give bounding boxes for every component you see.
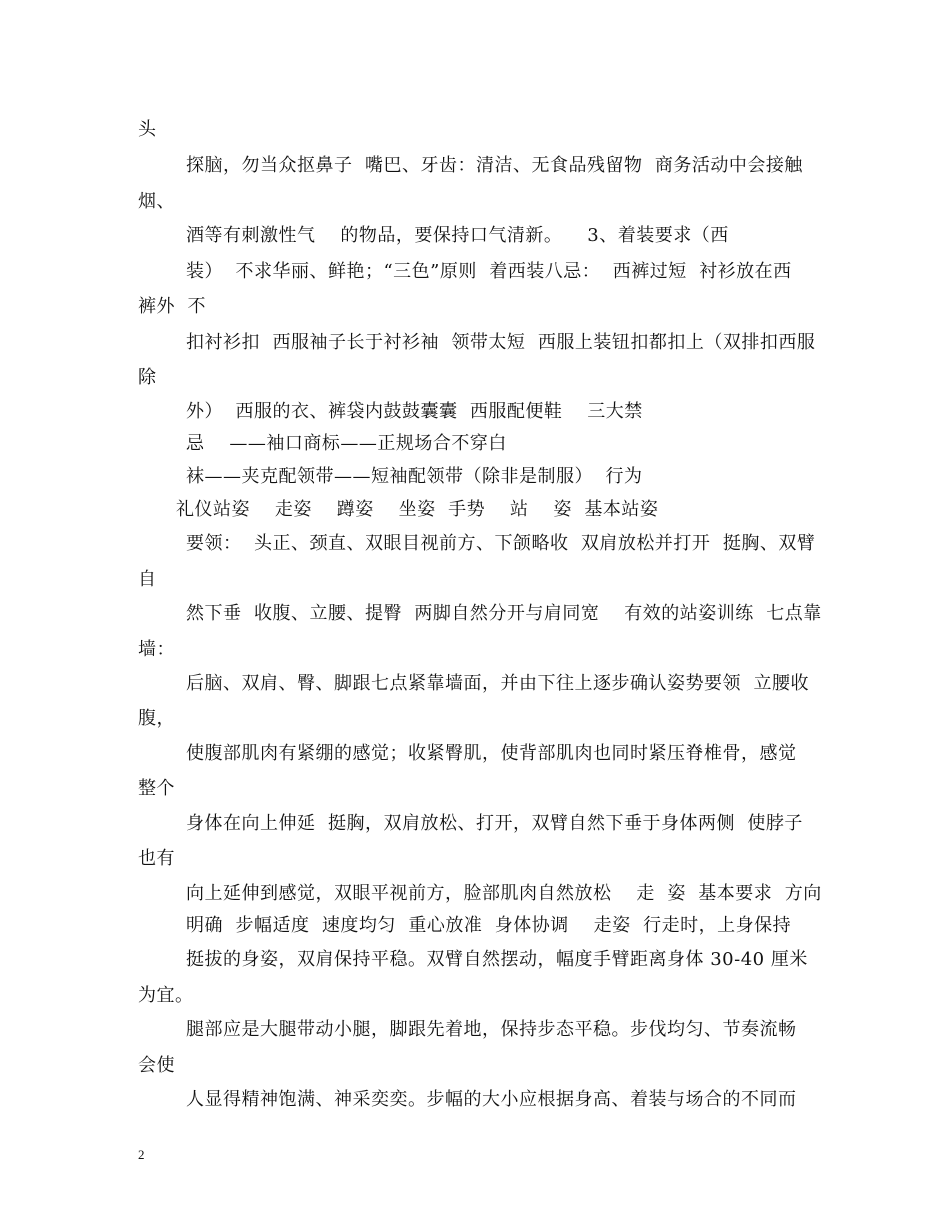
text-line: 挺拔的身姿，双肩保持平稳。双臂自然摆动，幅度手臂距离身体 30-40 厘米 xyxy=(186,949,808,970)
text-line: 要领： 头正、颈直、双眼目视前方、下颌略收 双肩放松并打开 挺胸、双臂 xyxy=(186,533,816,554)
text-line: 人显得精神饱满、神采奕奕。步幅的大小应根据身高、着装与场合的不同而 xyxy=(186,1089,797,1110)
text-line: 为宜。 xyxy=(138,985,194,1006)
text-line: 忌 ——袖口商标——正规场合不穿白 xyxy=(186,433,507,454)
text-line: 也有 xyxy=(138,848,175,869)
text-line: 使腹部肌肉有紧绷的感觉；收紧臀肌，使背部肌肉也同时紧压脊椎骨，感觉 xyxy=(186,743,797,764)
text-line: 礼仪站姿 走姿 蹲姿 坐姿 手势 站 姿 基本站姿 xyxy=(176,499,659,520)
text-line: 自 xyxy=(138,569,157,590)
text-line: 向上延伸到感觉，双眼平视前方，脸部肌肉自然放松 走 姿 基本要求 方向 xyxy=(186,883,822,904)
text-line: 袜——夹克配领带——短袖配领带（除非是制服） 行为 xyxy=(186,466,643,487)
text-line: 身体在向上伸延 挺胸，双肩放松、打开，双臂自然下垂于身体两侧 使脖子 xyxy=(186,813,803,834)
text-line: 腹， xyxy=(138,708,175,729)
text-line: 然下垂 收腹、立腰、提臀 两脚自然分开与肩同宽 有效的站姿训练 七点靠 xyxy=(186,603,822,624)
text-line: 酒等有刺激性气 的物品，要保持口气清新。 3、着装要求（西 xyxy=(186,225,729,246)
text-line: 后脑、双肩、臀、脚跟七点紧靠墙面，并由下往上逐步确认姿势要领 立腰收 xyxy=(186,673,809,694)
text-line: 头 xyxy=(138,119,157,140)
text-line: 墙： xyxy=(138,639,175,660)
text-line: 探脑，勿当众抠鼻子 嘴巴、牙齿：清洁、无食品残留物 商务活动中会接触 xyxy=(186,155,803,176)
text-line: 装） 不求华丽、鲜艳；“三色”原则 着西装八忌： 西裤过短 衬衫放在西 xyxy=(186,261,792,282)
text-line: 裤外 不 xyxy=(138,296,206,317)
text-line: 整个 xyxy=(138,778,175,799)
text-line: 腿部应是大腿带动小腿，脚跟先着地，保持步态平稳。步伐均匀、节奏流畅 xyxy=(186,1019,797,1040)
text-line: 烟、 xyxy=(138,191,175,212)
text-line: 明确 步幅适度 速度均匀 重心放准 身体协调 走姿 行走时，上身保持 xyxy=(186,915,792,936)
page-number: 2 xyxy=(138,1147,145,1162)
text-line: 会使 xyxy=(138,1055,175,1076)
text-line: 除 xyxy=(138,367,157,388)
text-line: 外） 西服的衣、裤袋内鼓鼓囊囊 西服配便鞋 三大禁 xyxy=(186,401,643,422)
text-line: 扣衬衫扣 西服袖子长于衬衫袖 领带太短 西服上装钮扣都扣上（双排扣西服 xyxy=(186,332,816,353)
